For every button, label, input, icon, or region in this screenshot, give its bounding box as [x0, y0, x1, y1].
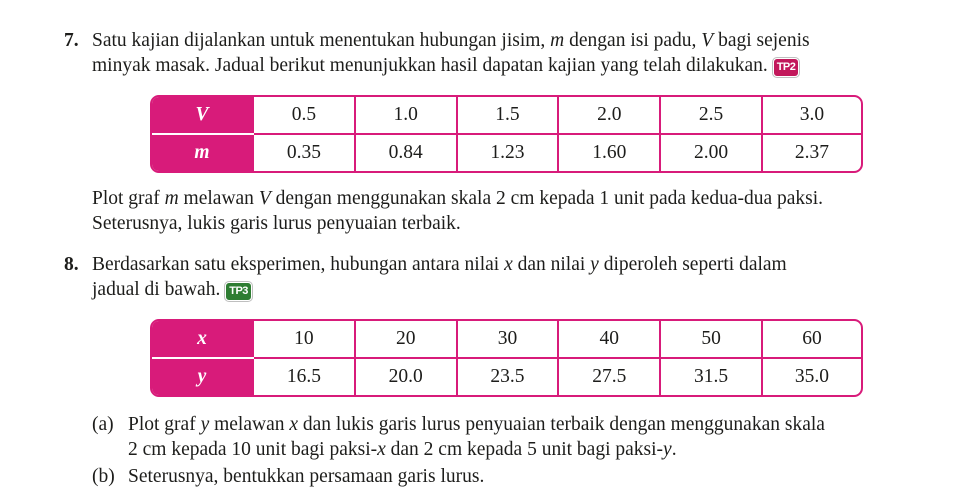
part-text: Seterusnya, bentukkan persamaan garis lurus.	[128, 466, 485, 487]
part-label: (b)	[92, 466, 115, 487]
question-text: Satu kajian dijalankan untuk menentukan hubungan jisim, m dengan isi padu, V bagi sejenis minyak masak. Jadual berikut menunjukkan hasil dapatan kajian yang telah dilakukan. TP2	[92, 30, 810, 76]
table-cell: 20.0	[355, 358, 457, 395]
table-cell: 27.5	[558, 358, 660, 395]
table-row	[152, 358, 861, 395]
table-cell: 60	[762, 321, 861, 358]
row-header: m	[152, 134, 253, 171]
question-text: Berdasarkan satu eksperimen, hubungan antara nilai x dan nilai y diperoleh seperti dalam jadual di bawah. TP3	[92, 254, 787, 300]
table-cell: 50	[660, 321, 762, 358]
table-cell: 35.0	[762, 358, 861, 395]
table-cell: 31.5	[660, 358, 762, 395]
row-header: y	[152, 358, 253, 395]
table-cell: 1.60	[558, 134, 660, 171]
table-cell: 30	[457, 321, 559, 358]
table-cell: 0.84	[355, 134, 457, 171]
tp2-badge: TP2	[773, 58, 800, 77]
table-cell: 2.5	[660, 97, 762, 134]
table-cell: 0.35	[253, 134, 355, 171]
question-number: 8.	[64, 254, 79, 275]
part-label: (a)	[92, 414, 114, 435]
table-cell: 1.23	[457, 134, 559, 171]
row-header: V	[152, 97, 253, 134]
tp3-badge: TP3	[225, 282, 252, 301]
table-cell: 10	[253, 321, 355, 358]
table-cell: 1.5	[457, 97, 559, 134]
table-row	[152, 134, 861, 171]
table-cell: 2.00	[660, 134, 762, 171]
question-number: 7.	[64, 30, 79, 51]
table-cell: 20	[355, 321, 457, 358]
table-cell: 40	[558, 321, 660, 358]
table-cell: 3.0	[762, 97, 861, 134]
part-text: Plot graf y melawan x dan lukis garis lurus penyuaian terbaik dengan menggunakan skala 2 cm kepada 10 unit bagi paksi-x dan 2 cm kepada 5 unit bagi paksi-y.	[128, 414, 825, 460]
data-table-q8	[150, 319, 863, 397]
table-row	[152, 321, 861, 358]
table-cell: 2.37	[762, 134, 861, 171]
row-header: x	[152, 321, 253, 358]
table-cell: 23.5	[457, 358, 559, 395]
table-cell: 16.5	[253, 358, 355, 395]
data-table-q7	[150, 95, 863, 173]
q7-instruction: Plot graf m melawan V dengan menggunakan skala 2 cm kepada 1 unit pada kedua-dua paksi. Seterusnya, lukis garis lurus penyuaian terbaik.	[92, 188, 824, 234]
table-cell: 1.0	[355, 97, 457, 134]
table-cell: 0.5	[253, 97, 355, 134]
table-row	[152, 97, 861, 134]
table-cell: 2.0	[558, 97, 660, 134]
